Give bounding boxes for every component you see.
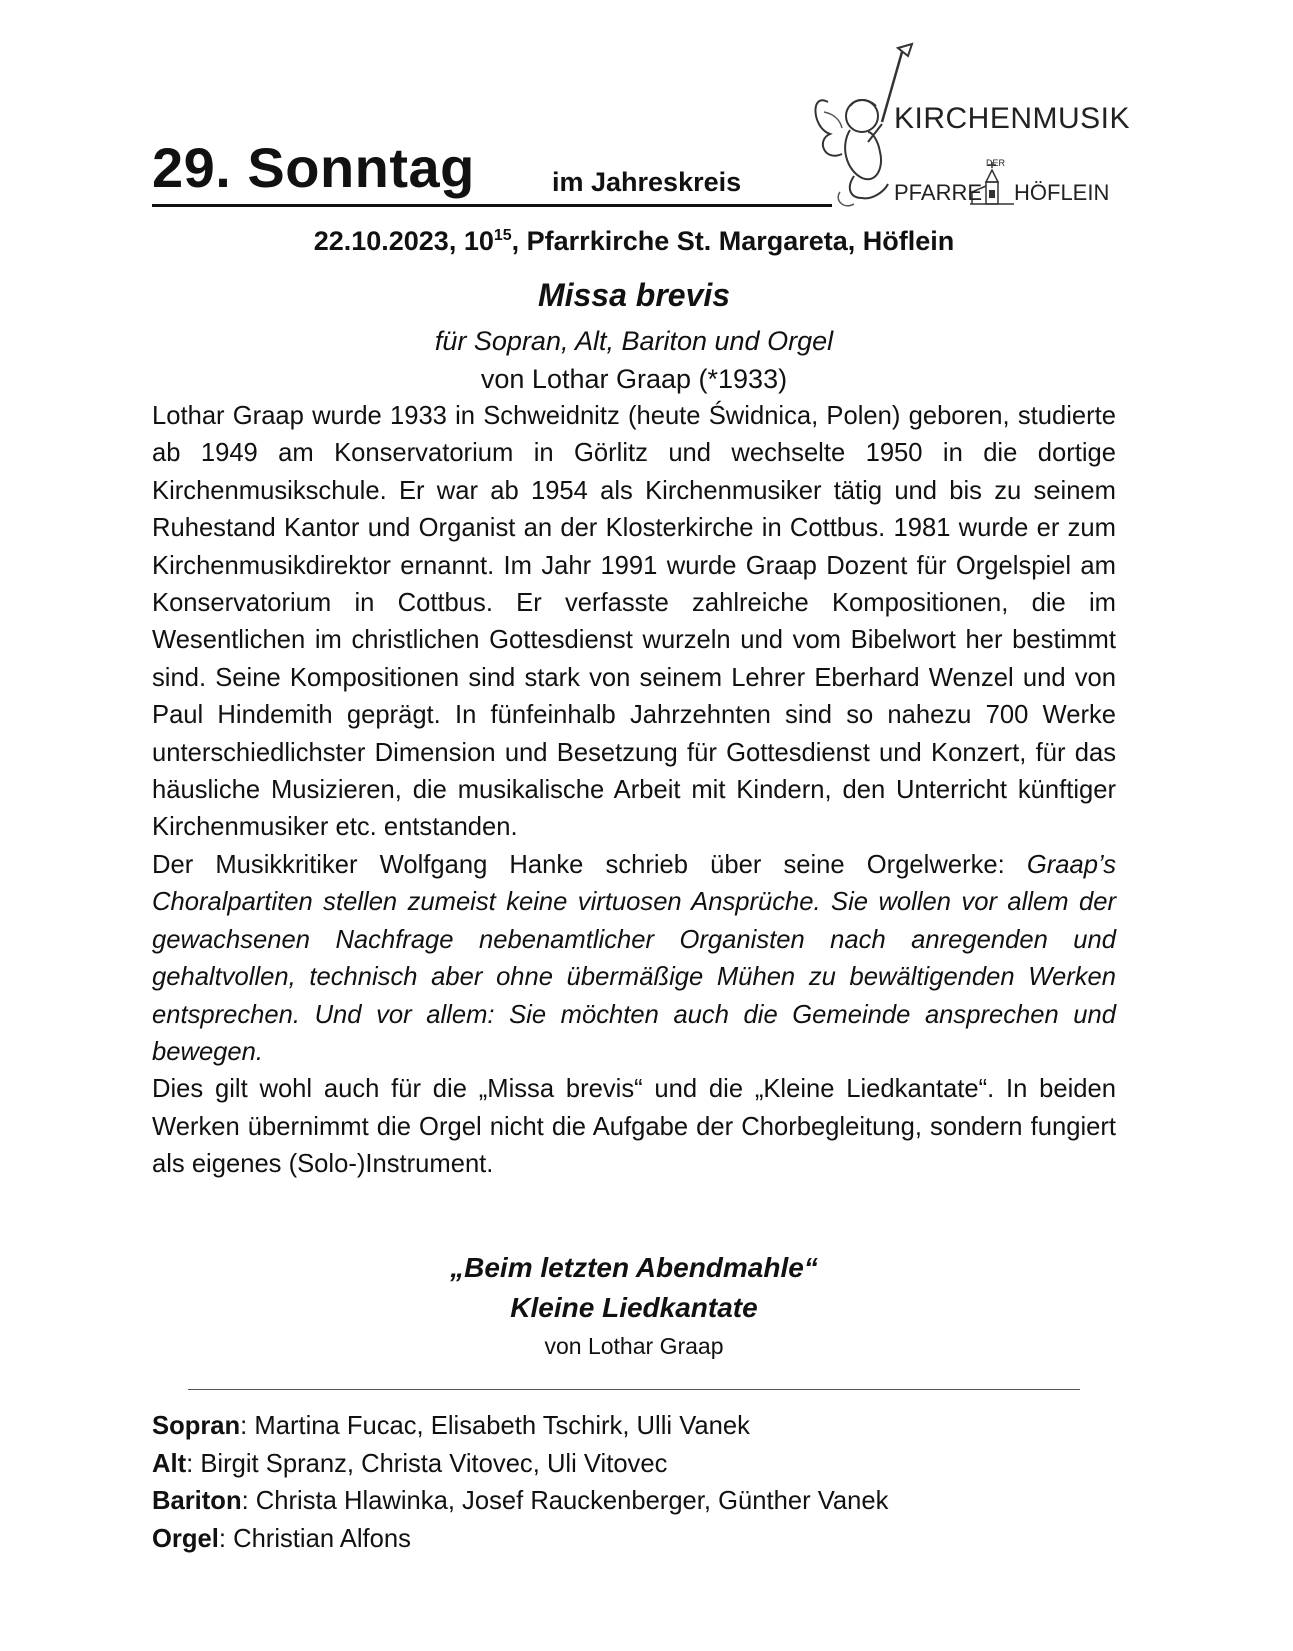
- cast-item-sopran: [152, 1408, 1116, 1446]
- cast-role: Orgel: [152, 1524, 219, 1553]
- cast-role: Sopran: [152, 1412, 241, 1440]
- bio-quote-intro: Der Musikkritiker Wolfgang Hanke schrieb über seine Orgelwerke:: [152, 850, 1027, 879]
- logo-text-kirchenmusik: KIRCHENMUSIK: [894, 102, 1131, 135]
- cast-names: : Christa Hlawinka, Josef Rauckenberger, Günther Vanek: [241, 1487, 889, 1515]
- kirchenmusik-logo: [818, 42, 1131, 212]
- work-composer: von Lothar Graap (*1933): [480, 364, 788, 394]
- bio-paragraph-1: Lothar Graap wurde 1933 in Schweidnitz (heute Świdnica, Polen) geboren, studierte ab 1949 am Konservatorium in Görlitz und wechselte 1950 in die dortige Kirchenmusikschule. Er war ab 1954 als Kirchenmusiker tätig und bis zu seinem Ruhestand Kantor und Organist an der Klosterkirche in Cottbus. 1981 wurde er zum Kirchenmusikdirektor ernannt. Im Jahr 1991 wurde Graap Dozent für Orgelspiel am Konservatorium in Cottbus. Er verfasste zahlreiche Kompositionen, die im Wesentlichen im christlichen Gottesdienst wurzeln und vom Bibelwort her bestimmt sind. Seine Kompositionen sind stark von seinem Lehrer Eberhard Wenzel und von Paul Hindemith geprägt. In fünfeinhalb Jahrzehnten sind so nahezu 700 Werke unterschiedlichster Dimension und Besetzung für Gottesdienst und Konzert, für das häusliche Musizieren, die musikalische Arbeit mit Kindern, den Unterricht künftiger Kirchenmusiker etc. entstanden.: [152, 402, 1116, 842]
- bio-paragraph-2: [152, 847, 1116, 1071]
- event-dateline: [152, 219, 1116, 258]
- cantata-composer: von Lothar Graap: [544, 1333, 724, 1359]
- cast-item-bariton: [152, 1483, 1116, 1521]
- work-scoring: für Sopran, Alt, Bariton und Orgel: [434, 326, 834, 356]
- work-title: Missa brevis: [537, 277, 731, 313]
- logo-text-pfarre: PFARRE: [894, 180, 983, 205]
- cantata-subtitle: Kleine Liedkantate: [510, 1292, 758, 1323]
- section-divider: [188, 1389, 1080, 1390]
- event-time-superscript: 15: [493, 227, 512, 244]
- composer-biography: [152, 398, 1116, 1184]
- event-location: , Pfarrkirche St. Margareta, Höflein: [511, 226, 955, 256]
- cast-item-orgel: [152, 1521, 1116, 1559]
- bio-quote: Graap’s Choralpartiten stellen zumeist keine virtuosen Ansprüche. Sie wollen vor allem der gewachsenen Nachfrage nebenamtlicher Organisten nach anregenden und gehaltvollen, technisch aber ohne übermäßige Mühen zu bewältigenden Werken entsprechen. Und vor allem: Sie möchten auch die Gemeinde ansprechen und bewegen.: [152, 850, 1116, 1066]
- page-subtitle: im Jahreskreis: [552, 167, 742, 197]
- cast-role: Bariton: [152, 1487, 242, 1515]
- event-date: 22.10.2023, 10: [313, 226, 494, 256]
- cast-names: : Birgit Spranz, Christa Vitovec, Uli Vitovec: [186, 1449, 668, 1478]
- cantata-title: „Beim letzten Abendmahle“: [450, 1252, 818, 1283]
- bio-paragraph-3: Dies gilt wohl auch für die „Missa brevis“ und die „Kleine Liedkantate“. In beiden Werken übernimmt die Orgel nicht die Aufgabe der Chorbegleitung, sondern fungiert als eigenes (Solo-)Instrument.: [152, 1075, 1116, 1179]
- logo-text-hoeflein: HÖFLEIN: [1014, 180, 1110, 205]
- cast-list: [152, 1408, 1116, 1558]
- logo-text-der: DER: [986, 158, 1006, 168]
- cast-item-alt: [152, 1446, 1116, 1484]
- cast-names: : Christian Alfons: [218, 1524, 411, 1553]
- page-title: 29. Sonntag: [152, 136, 475, 199]
- cast-role: Alt: [152, 1449, 187, 1478]
- title-row: [152, 138, 832, 207]
- cast-names: : Martina Fucac, Elisabeth Tschirk, Ulli Vanek: [240, 1412, 750, 1440]
